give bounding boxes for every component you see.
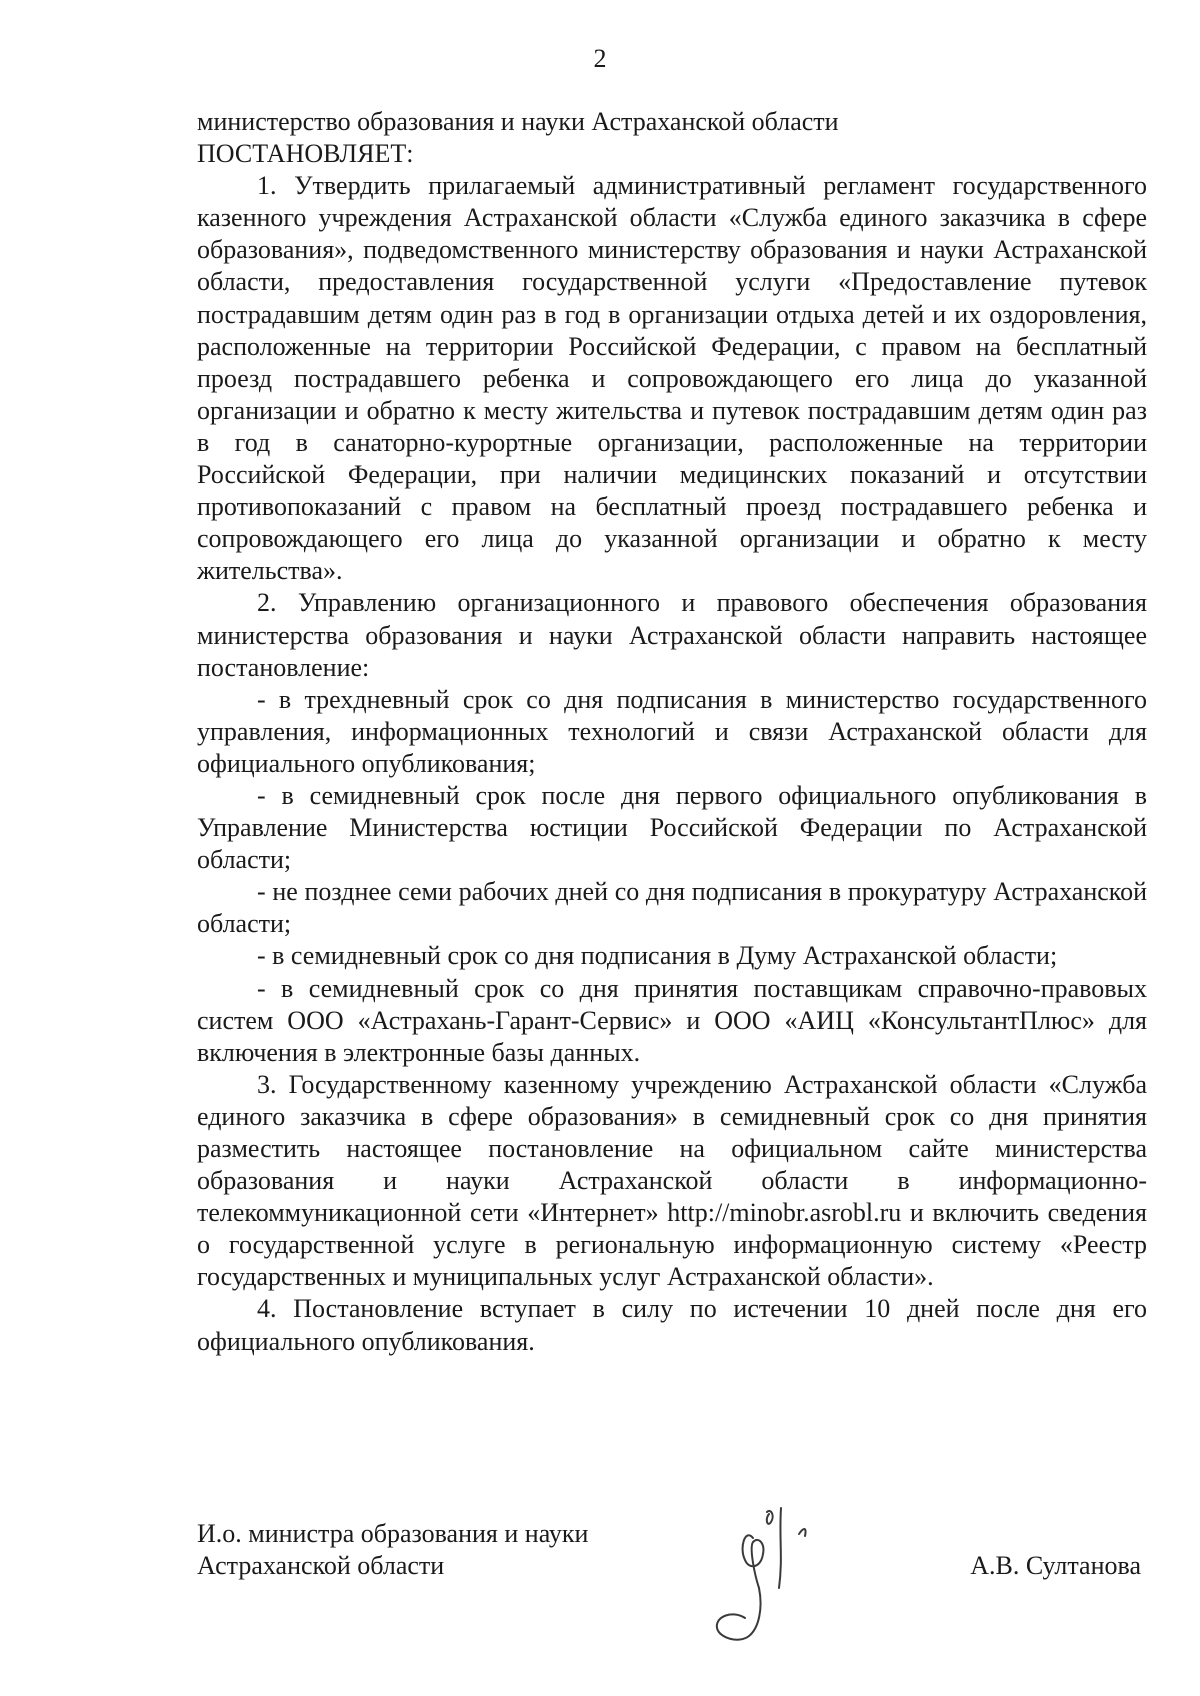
paragraph-2-item: - не позднее семи рабочих дней со дня подписания в прокуратуру Астраханской области; <box>197 877 1147 939</box>
signer-name: А.В. Султанова <box>970 1551 1141 1580</box>
paragraph-2-item: - в семидневный срок со дня подписания в Думу Астраханской области; <box>257 941 1058 971</box>
paragraph-2-item: - в семидневный срок после дня первого официального опубликования в Управление Министерства юстиции Российской Федерации по Астраханской области; <box>197 780 1147 875</box>
signer-position-line-2: Астраханской области <box>197 1551 445 1580</box>
paragraph-3: 3. Государственному казенному учреждению Астраханской области «Служба единого заказчика в сфере образования» в семидневный срок со дня принятия разместить настоящее постановление на официальном сайте министерства образования и науки Астраханской области в информационно-телекоммуникационной сети «Интернет» http://minobr.asrobl.ru и включить сведения о государственной услуге в региональную информационную систему «Реестр государственных и муниципальных услуг Астраханской области». <box>197 1069 1147 1292</box>
signer-position <box>197 1518 588 1582</box>
preamble-line-2: ПОСТАНОВЛЯЕТ: <box>197 139 414 169</box>
page-number: 2 <box>593 44 607 73</box>
handwritten-signature <box>715 1488 845 1658</box>
paragraph-1: 1. Утвердить прилагаемый административный регламент государственного казенного учреждения Астраханской области «Служба единого заказчика в сфере образования», подведомственного министерству образования и науки Астраханской области, предоставления государственной услуги «Предоставление путевок пострадавшим детям один раз в год в организации отдыха детей и их оздоровления, расположенные на территории Российской Федерации, с правом на бесплатный проезд пострадавшего ребенка и сопровождающего его лица до указанной организации и обратно к месту жительства и путевок пострадавшим детям один раз в год в санаторно-курортные организации, расположенные на территории Российской Федерации, при наличии медицинских показаний и отсутствии противопоказаний с правом на бесплатный проезд пострадавшего ребенка и сопровождающего его лица до указанной организации и обратно к месту жительства». <box>197 171 1147 586</box>
document-body <box>197 106 1147 1358</box>
preamble-line-1: министерство образования и науки Астраханской области <box>197 107 839 136</box>
paragraph-4: 4. Постановление вступает в силу по истечении 10 дней после дня его официального опубликования. <box>197 1294 1147 1356</box>
paragraph-2-item: - в семидневный срок со дня принятия поставщикам справочно-правовых систем ООО «Астрахань-Гарант-Сервис» и ООО «АИЦ «КонсультантПлюс» для включения в электронные базы данных. <box>197 973 1147 1067</box>
signer-position-line-1: И.о. министра образования и науки <box>197 1519 589 1548</box>
paragraph-2-item: - в трехдневный срок со дня подписания в министерство государственного управления, информационных технологий и связи Астраханской области для официального опубликования; <box>197 684 1147 778</box>
paragraph-2: 2. Управлению организационного и правового обеспечения образования министерства образования и науки Астраханской области направить настоящее постановление: <box>197 588 1147 682</box>
